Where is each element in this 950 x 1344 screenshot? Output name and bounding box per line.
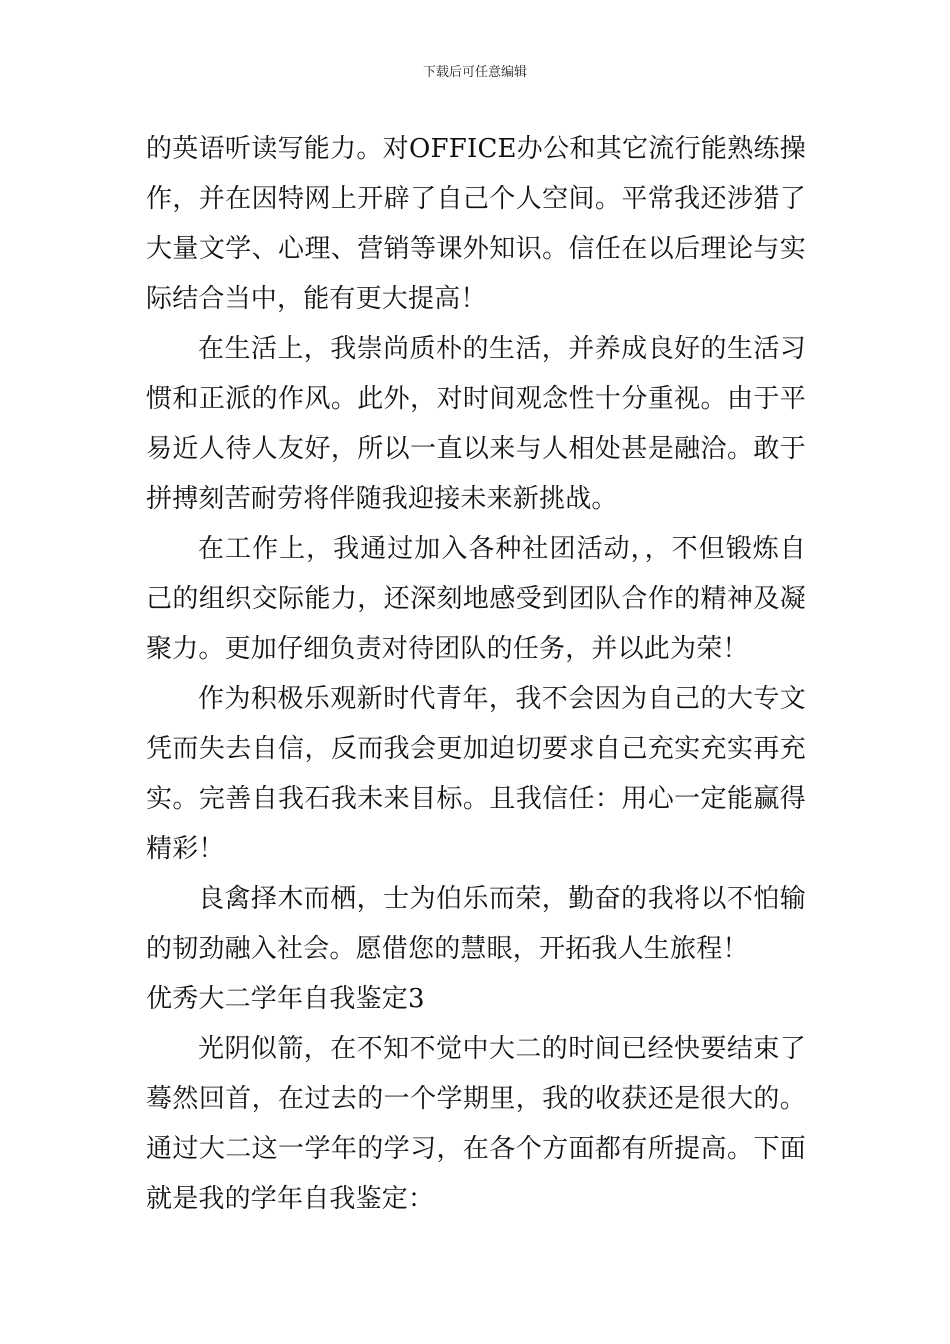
paragraph-continuation: 的英语听读写能力。对OFFICE办公和其它流行能熟练操作，并在因特网上开辟了自己个人空间。平常我还涉猎了大量文学、心理、营销等课外知识。信任在以后理论与实际结合当中，能有更大提高！ [146,134,806,314]
header-note: 下载后可任意编辑 [422,65,527,80]
paragraph-closing: 良禽择木而栖，士为伯乐而荣，勤奋的我将以不怕输的韧劲融入社会。愿借您的慧眼，开拓我人生旅程！ [146,884,806,964]
paragraph-life: 在生活上，我崇尚质朴的生活，并养成良好的生活习惯和正派的作风。此外，对时间观念性十分重视。由于平易近人待人友好，所以一直以来与人相处甚是融洽。敢于拼搏刻苦耐劳将伴随我迎接未来新挑战。 [146,334,806,514]
paragraph-work: 在工作上，我通过加入各种社团活动，，不但锻炼自己的组织交际能力，还深刻地感受到团队合作的精神及凝聚力。更加仔细负责对待团队的任务，并以此为荣！ [146,534,806,664]
section-title: 优秀大二学年自我鉴定3 [146,984,425,1014]
document-body [146,124,806,1224]
paragraph-confidence: 作为积极乐观新时代青年，我不会因为自己的大专文凭而失去自信，反而我会更加迫切要求自己充实充实再充实。完善自我石我未来目标。且我信任：用心一定能赢得精彩！ [146,684,806,864]
paragraph-section-intro: 光阴似箭，在不知不觉中大二的时间已经快要结束了蓦然回首，在过去的一个学期里，我的收获还是很大的。通过大二这一学年的学习，在各个方面都有所提高。下面就是我的学年自我鉴定： [146,1034,806,1214]
